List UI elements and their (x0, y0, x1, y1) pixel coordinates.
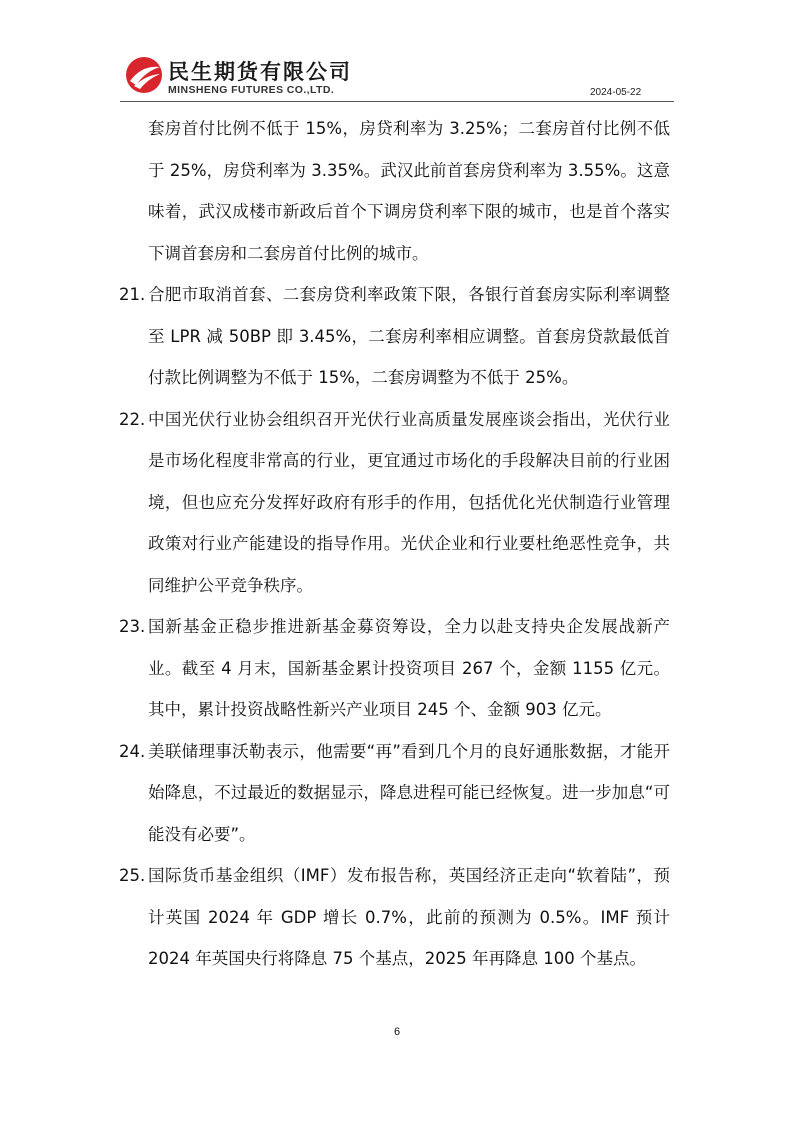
header-divider (120, 101, 674, 102)
news-item-text: 国际货币基金组织（IMF）发布报告称，英国经济正走向“软着陆”，预计英国 2024 年 GDP 增长 0.7%，此前的预测为 0.5%。IMF 预计 2024 年英国央行将降息 75 个基点，2025 年再降息 100 个基点。 (148, 866, 670, 968)
page-header (0, 0, 794, 104)
news-item-21 (0, 274, 670, 399)
news-item-number: 21. (119, 285, 146, 304)
news-item-25 (0, 855, 670, 980)
news-list (0, 108, 794, 980)
news-item-23 (0, 606, 670, 731)
company-name-en: MINSHENG FUTURES CO.,LTD. (168, 84, 335, 96)
news-item-text: 国新基金正稳步推进新基金募资筹设，全力以赴支持央企发展战新产业。截至 4 月末，国新基金累计投资项目 267 个，金额 1155 亿元。其中，累计投资战略性新兴产业项目 245 个、金额 903 亿元。 (148, 617, 670, 719)
page-number: 6 (393, 1026, 401, 1038)
news-item-22 (0, 399, 670, 607)
news-item-number: 24. (119, 741, 146, 761)
news-item-continued (0, 108, 670, 274)
report-date: 2024-05-22 (590, 87, 642, 98)
company-name-cn: 民生期货有限公司 (168, 60, 352, 84)
news-item-number: 23. (119, 617, 146, 636)
news-item-text: 中国光伏行业协会组织召开光伏行业高质量发展座谈会指出，光伏行业是市场化程度非常高的行业，更宜通过市场化的手段解决目前的行业困境，但也应充分发挥好政府有形手的作用，包括优化光伏制造行业管理政策对行业产能建设的指导作用。光伏企业和行业要杜绝恶性竞争，共同维护公平竞争秩序。 (148, 409, 670, 595)
minsheng-logo-icon (124, 55, 164, 95)
news-item-text: 合肥市取消首套、二套房贷利率政策下限，各银行首套房实际利率调整至 LPR 减 50BP 即 3.45%，二套房利率相应调整。首套房贷款最低首付款比例调整为不低于 15%，二套房调整为不低于 25%。 (148, 285, 670, 387)
news-item-number: 25. (119, 866, 146, 885)
news-item-text: 套房首付比例不低于 15%，房贷利率为 3.25%；二套房首付比例不低于 25%，房贷利率为 3.35%。武汉此前首套房贷利率为 3.55%。这意味着，武汉成楼市新政后首个下调房贷利率下限的城市，也是首个落实下调首套房和二套房首付比例的城市。 (148, 119, 670, 263)
news-item-number: 22. (119, 409, 146, 429)
news-item-24 (0, 731, 670, 856)
news-item-text: 美联储理事沃勒表示，他需要“再”看到几个月的良好通胀数据，才能开始降息，不过最近的数据显示，降息进程可能已经恢复。进一步加息“可能没有必要”。 (148, 741, 670, 844)
